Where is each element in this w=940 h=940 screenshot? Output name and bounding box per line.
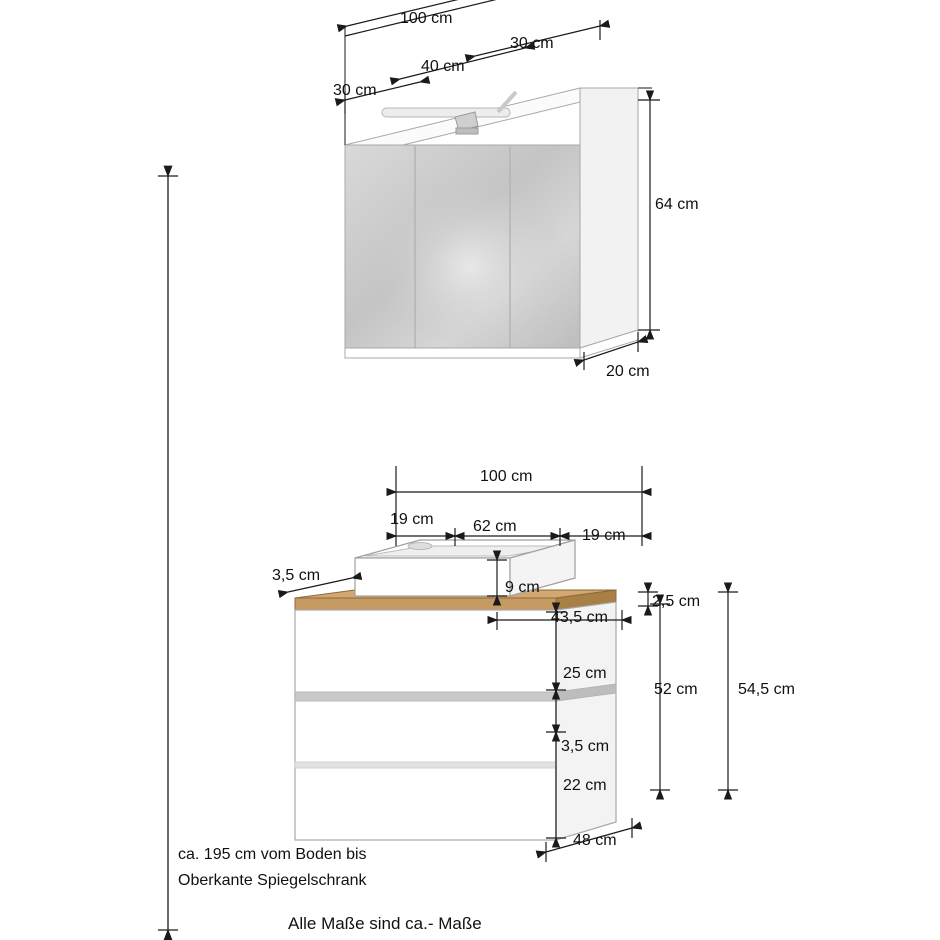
- dim-basin-height: 9 cm: [505, 579, 540, 596]
- dim-vanity-left-top: 19 cm: [390, 511, 434, 528]
- dim-mirror-left-door: 30 cm: [333, 82, 377, 99]
- dim-vanity-right-top: 19 cm: [582, 527, 626, 544]
- dim-mirror-height: 64 cm: [655, 196, 699, 213]
- dim-drawer-top: 25 cm: [563, 665, 607, 682]
- floor-note-line-2: Oberkante Spiegelschrank: [178, 872, 367, 889]
- measures-note: Alle Maße sind ca.- Maße: [288, 914, 482, 933]
- vanity-drawing: [295, 540, 616, 840]
- dim-basin-overhang: 3,5 cm: [272, 567, 321, 584]
- dim-vanity-total-width: 100 cm: [480, 468, 533, 485]
- dim-body-height: 52 cm: [654, 681, 698, 698]
- dim-worktop-depth: 43,5 cm: [551, 609, 608, 626]
- dim-vanity-depth: 48 cm: [573, 832, 617, 849]
- dim-drawer-bottom: 22 cm: [563, 777, 607, 794]
- dim-vanity-basin-width: 62 cm: [473, 518, 517, 535]
- mirror-cabinet-drawing: [345, 88, 638, 358]
- washbasin: [355, 540, 575, 596]
- dim-mirror-total-width: 100 cm: [400, 10, 453, 27]
- dim-worktop-thickness: 2,5 cm: [652, 593, 701, 610]
- dim-mirror-right-door: 30 cm: [510, 35, 554, 52]
- dim-mirror-depth: 20 cm: [606, 363, 650, 380]
- overall-height-dimension: [158, 176, 178, 930]
- floor-note-line-1: ca. 195 cm vom Boden bis: [178, 846, 367, 863]
- dim-drawer-gap: 3,5 cm: [561, 738, 610, 755]
- dim-total-height: 54,5 cm: [738, 681, 795, 698]
- dim-mirror-middle-door: 40 cm: [421, 58, 465, 75]
